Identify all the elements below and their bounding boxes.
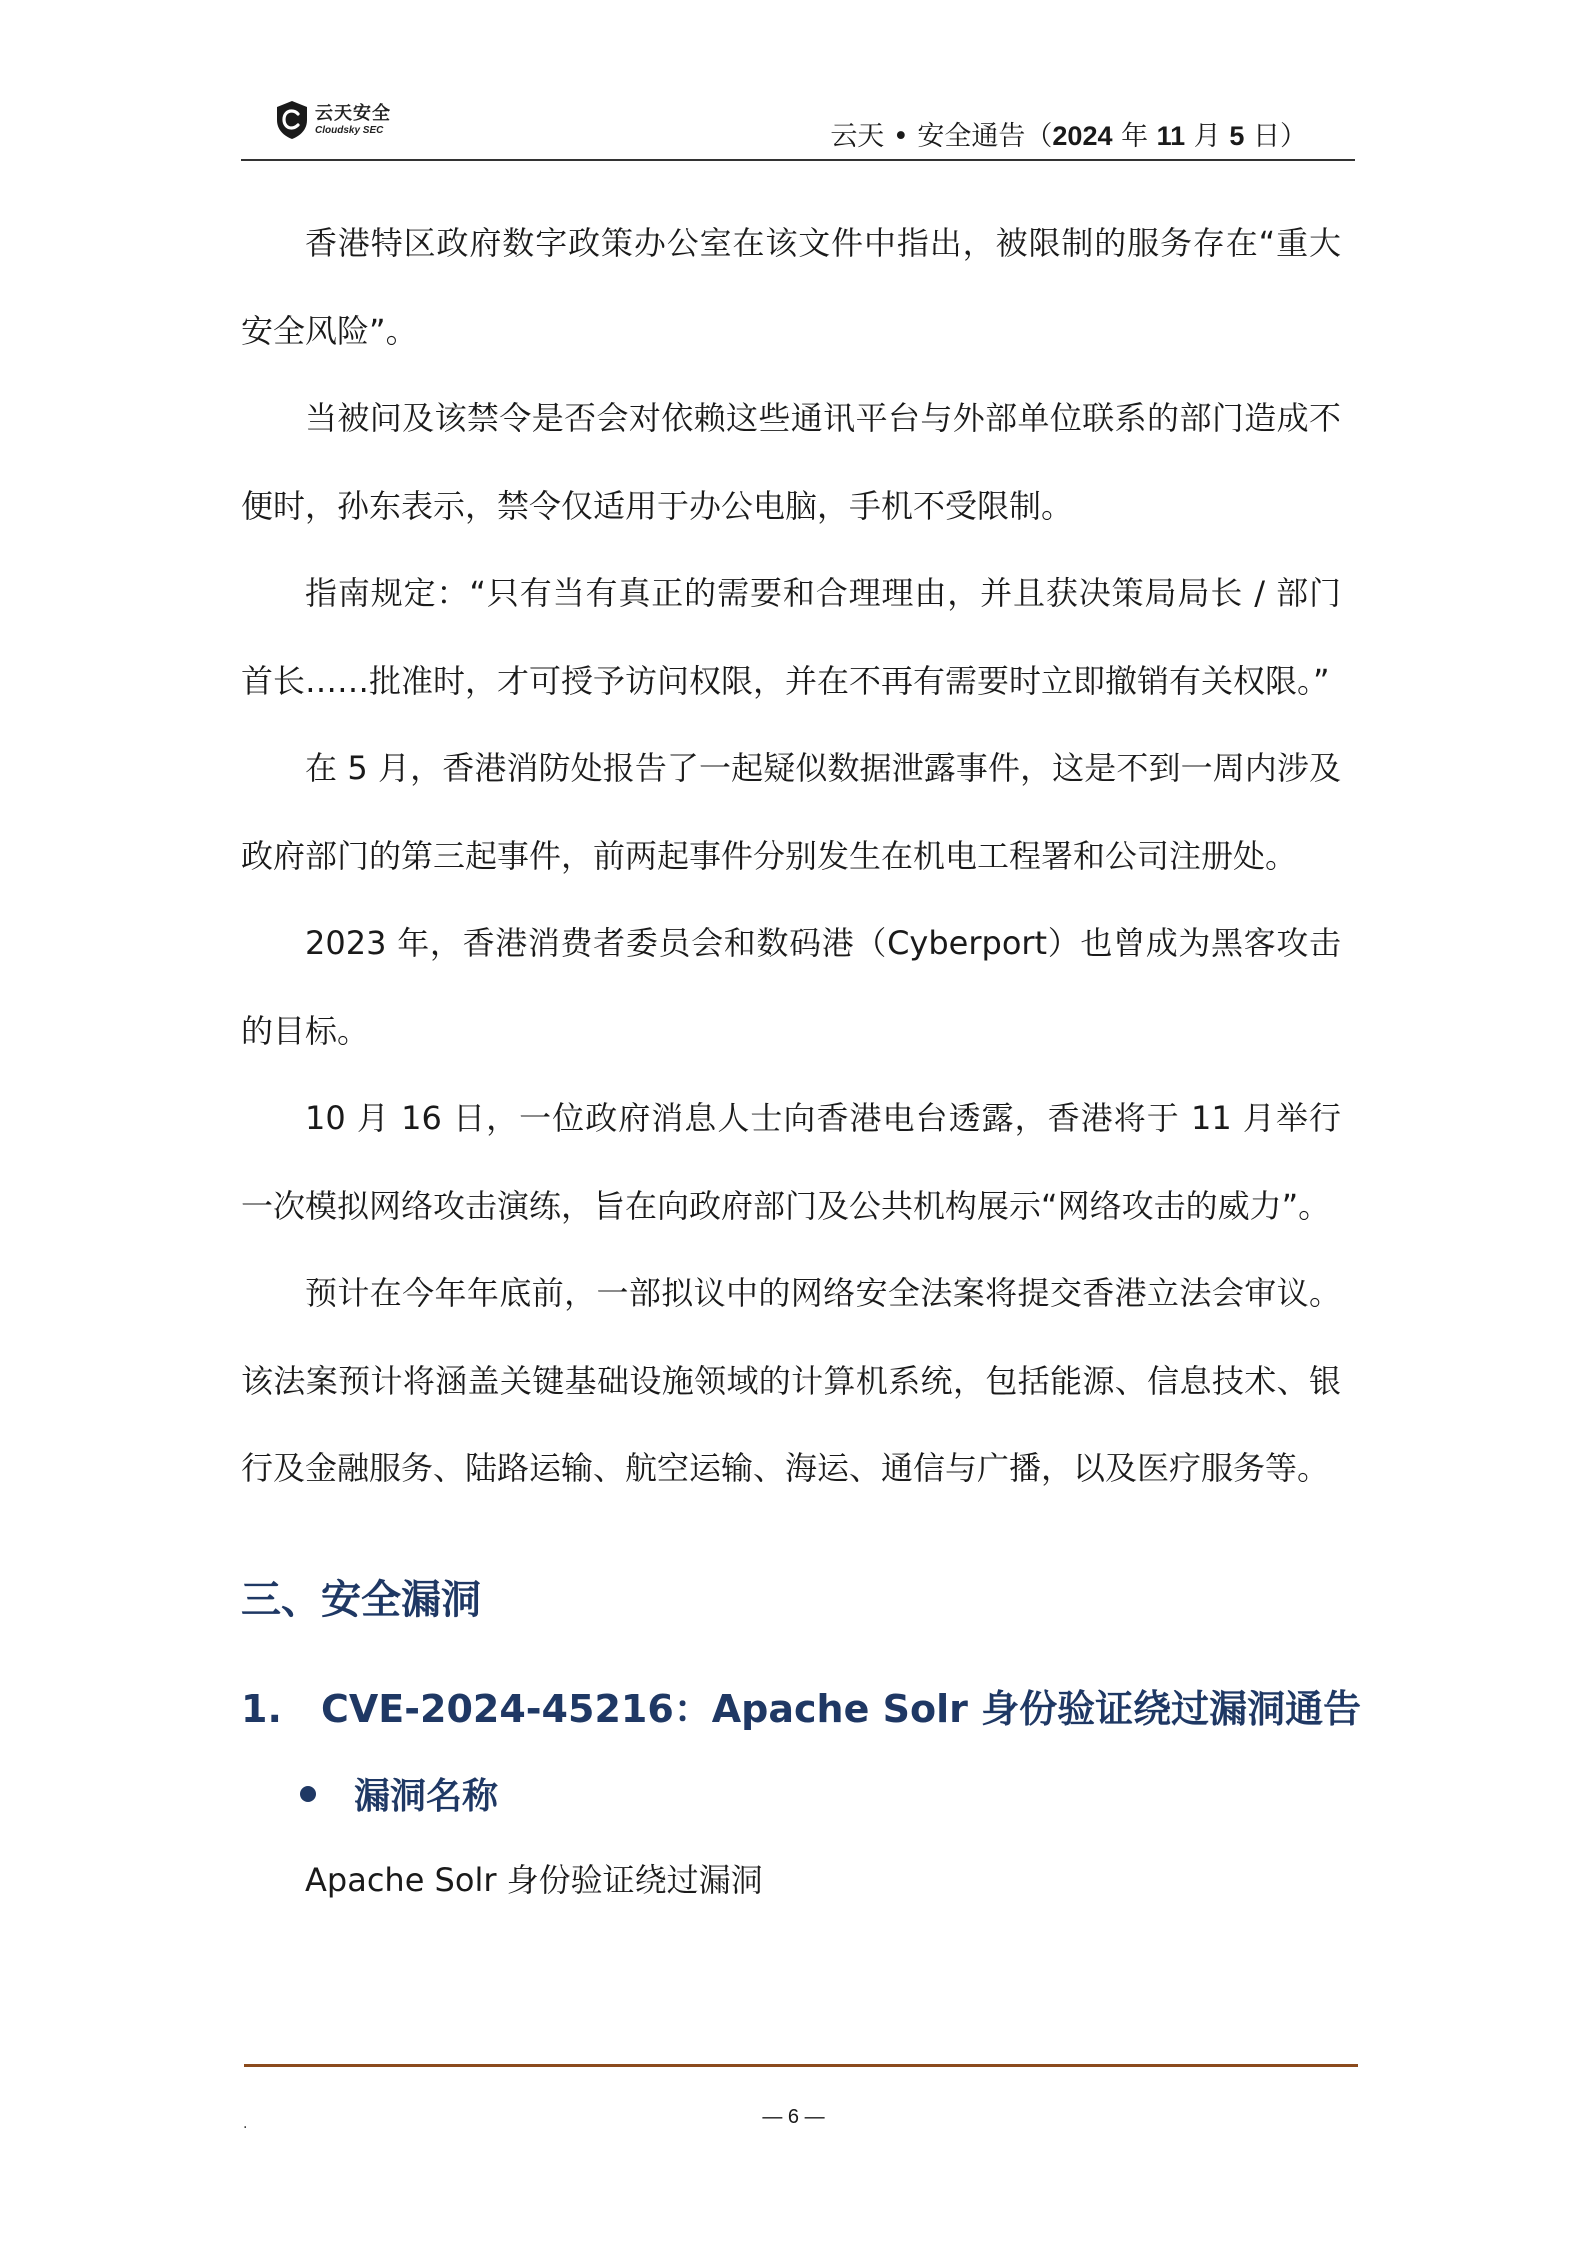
logo-english-text: Cloudsky SEC	[315, 124, 384, 136]
page-header	[241, 96, 1355, 158]
header-day-unit: 日）	[1244, 121, 1307, 152]
header-title	[830, 114, 1307, 153]
header-title-prefix: 云天 • 安全通告（	[830, 121, 1053, 152]
shield-logo-icon	[275, 100, 309, 140]
logo-chinese-text: 云天安全	[315, 102, 391, 124]
subsection-title: CVE-2024-45216：Apache Solr 身份验证绕过漏洞通告	[321, 1687, 1362, 1731]
header-year: 2024	[1052, 121, 1113, 151]
subsection-number: 1.	[241, 1687, 282, 1731]
bullet-icon	[300, 1786, 316, 1802]
header-month: 11	[1156, 121, 1186, 151]
vulnerability-name: Apache Solr 身份验证绕过漏洞	[305, 1861, 763, 1899]
page-number: — 6 —	[762, 2106, 825, 2128]
paragraph: 当被问及该禁令是否会对依赖这些通讯平台与外部单位联系的部门造成不便时，孙东表示，禁令仅适用于办公电脑，手机不受限制。	[241, 399, 1341, 525]
bullet-heading-label: 漏洞名称	[354, 1776, 499, 1817]
header-year-unit: 年	[1112, 121, 1157, 152]
body-text	[241, 200, 1341, 1513]
header-day: 5	[1229, 121, 1245, 151]
paragraph: 2023 年，香港消费者委员会和数码港（Cyberport）也曾成为黑客攻击的目标。	[241, 924, 1341, 1050]
subsection-heading	[241, 1678, 1361, 1733]
paragraph: 在 5 月，香港消防处报告了一起疑似数据泄露事件，这是不到一周内涉及政府部门的第三起事件，前两起事件分别发生在机电工程署和公司注册处。	[241, 749, 1341, 875]
paragraph: 10 月 16 日，一位政府消息人士向香港电台透露，香港将于 11 月举行一次模拟网络攻击演练，旨在向政府部门及公共机构展示“网络攻击的威力”。	[241, 1099, 1341, 1225]
header-month-unit: 月	[1185, 121, 1230, 152]
header-divider	[241, 159, 1355, 161]
paragraph: 指南规定：“只有当有真正的需要和合理理由，并且获决策局局长 / 部门首长……批准时，才可授予访问权限，并在不再有需要时立即撤销有关权限。”	[241, 574, 1341, 700]
footer-divider	[244, 2064, 1358, 2067]
paragraph: 香港特区政府数字政策办公室在该文件中指出，被限制的服务存在“重大安全风险”。	[241, 224, 1341, 350]
bullet-heading	[300, 1768, 498, 1819]
section-heading: 三、安全漏洞	[241, 1577, 481, 1623]
footer-dot: .	[243, 2116, 248, 2132]
paragraph: 预计在今年年底前，一部拟议中的网络安全法案将提交香港立法会审议。该法案预计将涵盖关键基础设施领域的计算机系统，包括能源、信息技术、银行及金融服务、陆路运输、航空运输、海运、通信与广播，以及医疗服务等。	[241, 1274, 1341, 1487]
logo	[275, 96, 391, 144]
